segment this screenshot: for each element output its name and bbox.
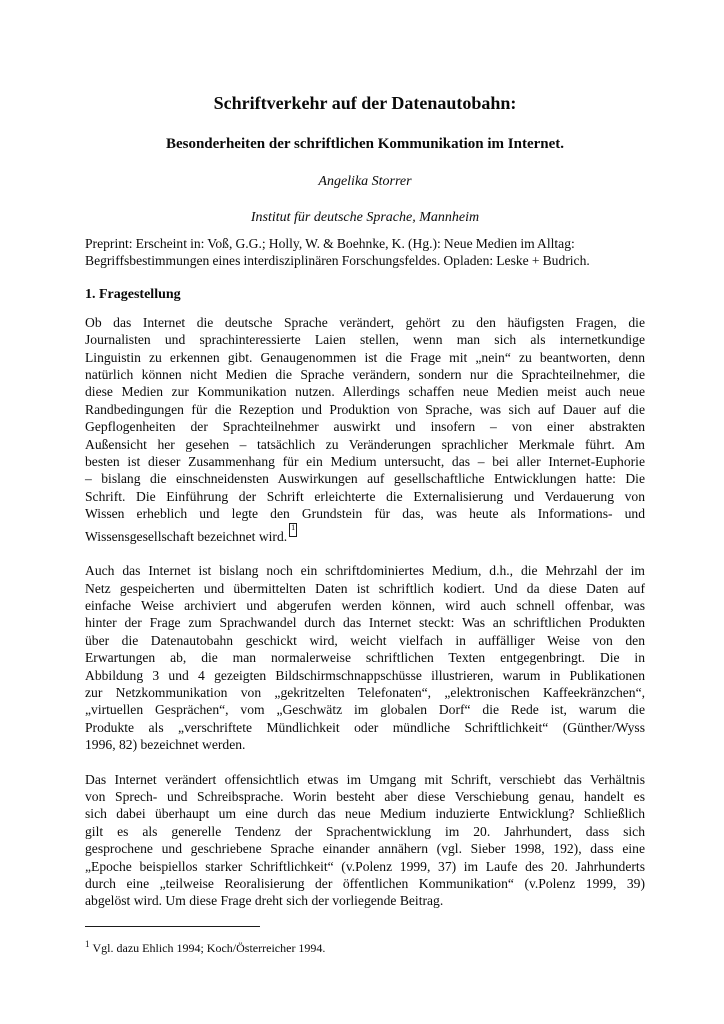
text-line: gilt es als generelle Tendenz der Sprachentwicklung im 20. Jahrhundert, dass sich bbox=[85, 823, 645, 839]
text-line: Netz gespeicherten und übermittelten Daten ist schriftlich kodiert. Und da diese Daten auf bbox=[85, 580, 645, 596]
footnote-number: 1 bbox=[85, 939, 90, 949]
footnote bbox=[85, 937, 645, 956]
paragraph-3-last-line: abgelöst wird. Um diese Frage dreht sich der vorliegende Beitrag. bbox=[85, 893, 444, 909]
text-line: Das Internet verändert offensichtlich etwas im Umgang mit Schrift, verschiebt das Verhältnis bbox=[85, 771, 645, 787]
footnote-marker-box bbox=[289, 523, 297, 537]
paragraph-2 bbox=[85, 562, 645, 753]
text-line: Begriffsbestimmungen eines interdisziplinären Forschungsfeldes. Opladen: Leske + Budrich. bbox=[85, 253, 590, 269]
footnote-marker-number: 1 bbox=[291, 522, 296, 532]
footnote-text: Vgl. dazu Ehlich 1994; Koch/Österreicher 1994. bbox=[92, 941, 326, 955]
paper-title: Schriftverkehr auf der Datenautobahn: bbox=[213, 93, 517, 113]
text-line: Erwartungen ab, die man normalerweise schriftlichen Texten entgegenbringt. Die in bbox=[85, 650, 645, 666]
text-line: Außensicht her gesehen – tatsächlich zu Veränderungen sprachlicher Merkmale führt. Am bbox=[85, 436, 645, 452]
paragraph-1-last-line bbox=[85, 523, 645, 545]
text-line: Gepflogenheiten der Sprachteilnehmer auswirkt und insofern – von einer abstrakten bbox=[85, 419, 645, 435]
text-line: Preprint: Erscheint in: Voß, G.G.; Holly, W. & Boehnke, K. (Hg.): Neue Medien im Alltag: bbox=[85, 236, 575, 251]
paragraph-1-last-line-text: Wissensgesellschaft bezeichnet wird. bbox=[85, 528, 288, 544]
paragraph-2-last-line: 1996, 82) bezeichnet werden. bbox=[85, 737, 246, 753]
author-name: Angelika Storrer bbox=[318, 174, 412, 189]
paragraph-1 bbox=[85, 314, 645, 545]
text-line: zur Netzkommunikation von „gekritzelten Telefonaten“, „elektronischen Kaffeekränzchen“, bbox=[85, 684, 645, 700]
paragraph-3-lines bbox=[85, 771, 645, 893]
text-line: „Epoche beispiellos starker Schriftlichkeit“ (v.Polenz 1999, 37) im Laufe des 20. Jahrhunderts bbox=[85, 858, 645, 874]
text-line: Produkte als „verschriftete Mündlichkeit oder mündliche Schriftlichkeit“ (Günther/Wyss bbox=[85, 719, 645, 735]
text-line: diese Medien zur Kommunikation nutzen. Allerdings schaffen neue Medien meist auch neue bbox=[85, 384, 645, 400]
text-line: Linguistin zu erkennen gibt. Genaugenommen ist die Frage mit „nein“ zu beantworten, denn bbox=[85, 349, 645, 365]
text-line: Abbildung 3 und 4 gezeigten Bildschirmschnappschüsse illustrieren, warum in Publikationen bbox=[85, 667, 645, 683]
text-line: hinter der Frage zum Sprachwandel durch das Internet steckt: Was an schriftlichen Produkten bbox=[85, 615, 645, 631]
text-line: Schrift. Die Einführung der Schrift erleichterte die Externalisierung und Verdauerung von bbox=[85, 488, 645, 504]
text-line: Randbedingungen für die Rezeption und Produktion von Sprache, was sich auf Dauer auf die bbox=[85, 401, 645, 417]
paragraph-2-lines bbox=[85, 562, 645, 736]
text-line: – bislang die einschneidensten Auswirkungen auf gesellschaftliche Entwicklungen hatte: Die bbox=[85, 471, 645, 487]
text-line: natürlich können nicht Medien die Sprache verändern, sondern nur die Sprachteilnehmer, die bbox=[85, 367, 645, 383]
text-line: besten ist dieser Zusammenhang für ein Medium untersucht, das – bei aller Internet-Euphorie bbox=[85, 454, 645, 470]
section-heading: 1. Fragestellung bbox=[85, 286, 181, 302]
text-line: durch eine „teilweise Reoralisierung der öffentlichen Kommunikation“ (v.Polenz 1999, 39) bbox=[85, 876, 645, 891]
page-content bbox=[85, 94, 645, 910]
text-line: gesprochene und geschriebene Sprache einander annähern (vgl. Sieber 1998, 192), dass eine bbox=[85, 841, 645, 857]
text-line: Ob das Internet die deutsche Sprache verändert, gehört zu den häufigsten Fragen, die bbox=[85, 314, 645, 330]
author-affiliation: Institut für deutsche Sprache, Mannheim bbox=[250, 210, 480, 225]
text-line: über die Datenautobahn geschickt wird, weicht vielfach in auffälliger Weise von den bbox=[85, 632, 645, 648]
preprint-note bbox=[85, 235, 645, 270]
text-line: einfache Weise archiviert und abgerufen werden können, wird auch schnell offenbar, was bbox=[85, 597, 645, 613]
footnote-separator bbox=[85, 926, 260, 927]
paragraph-1-lines bbox=[85, 314, 645, 523]
text-line: von Sprech- und Schreibsprache. Worin besteht aber diese Verschiebung genau, handelt es bbox=[85, 788, 645, 804]
text-line: Auch das Internet ist bislang noch ein schriftdominiertes Medium, d.h., die Mehrzahl der im bbox=[85, 563, 645, 579]
text-line: Journalisten und sprachinteressierte Laien stellen, wenn man sich als internetkundige bbox=[85, 332, 645, 348]
text-line: Wissen erheblich und legte den Grundstein für das, was heute als Informations- und bbox=[85, 506, 645, 522]
text-line: „virtuellen Gesprächen“, vom „Geschwätz im globalen Dorf“ die Rede ist, warum die bbox=[85, 702, 645, 718]
paragraph-3 bbox=[85, 771, 645, 910]
text-line: sich dabei überhaupt um eine durch das neue Medium induzierte Entwicklung? Schließlich bbox=[85, 806, 645, 822]
paper-subtitle: Besonderheiten der schriftlichen Kommunikation im Internet. bbox=[165, 136, 565, 152]
